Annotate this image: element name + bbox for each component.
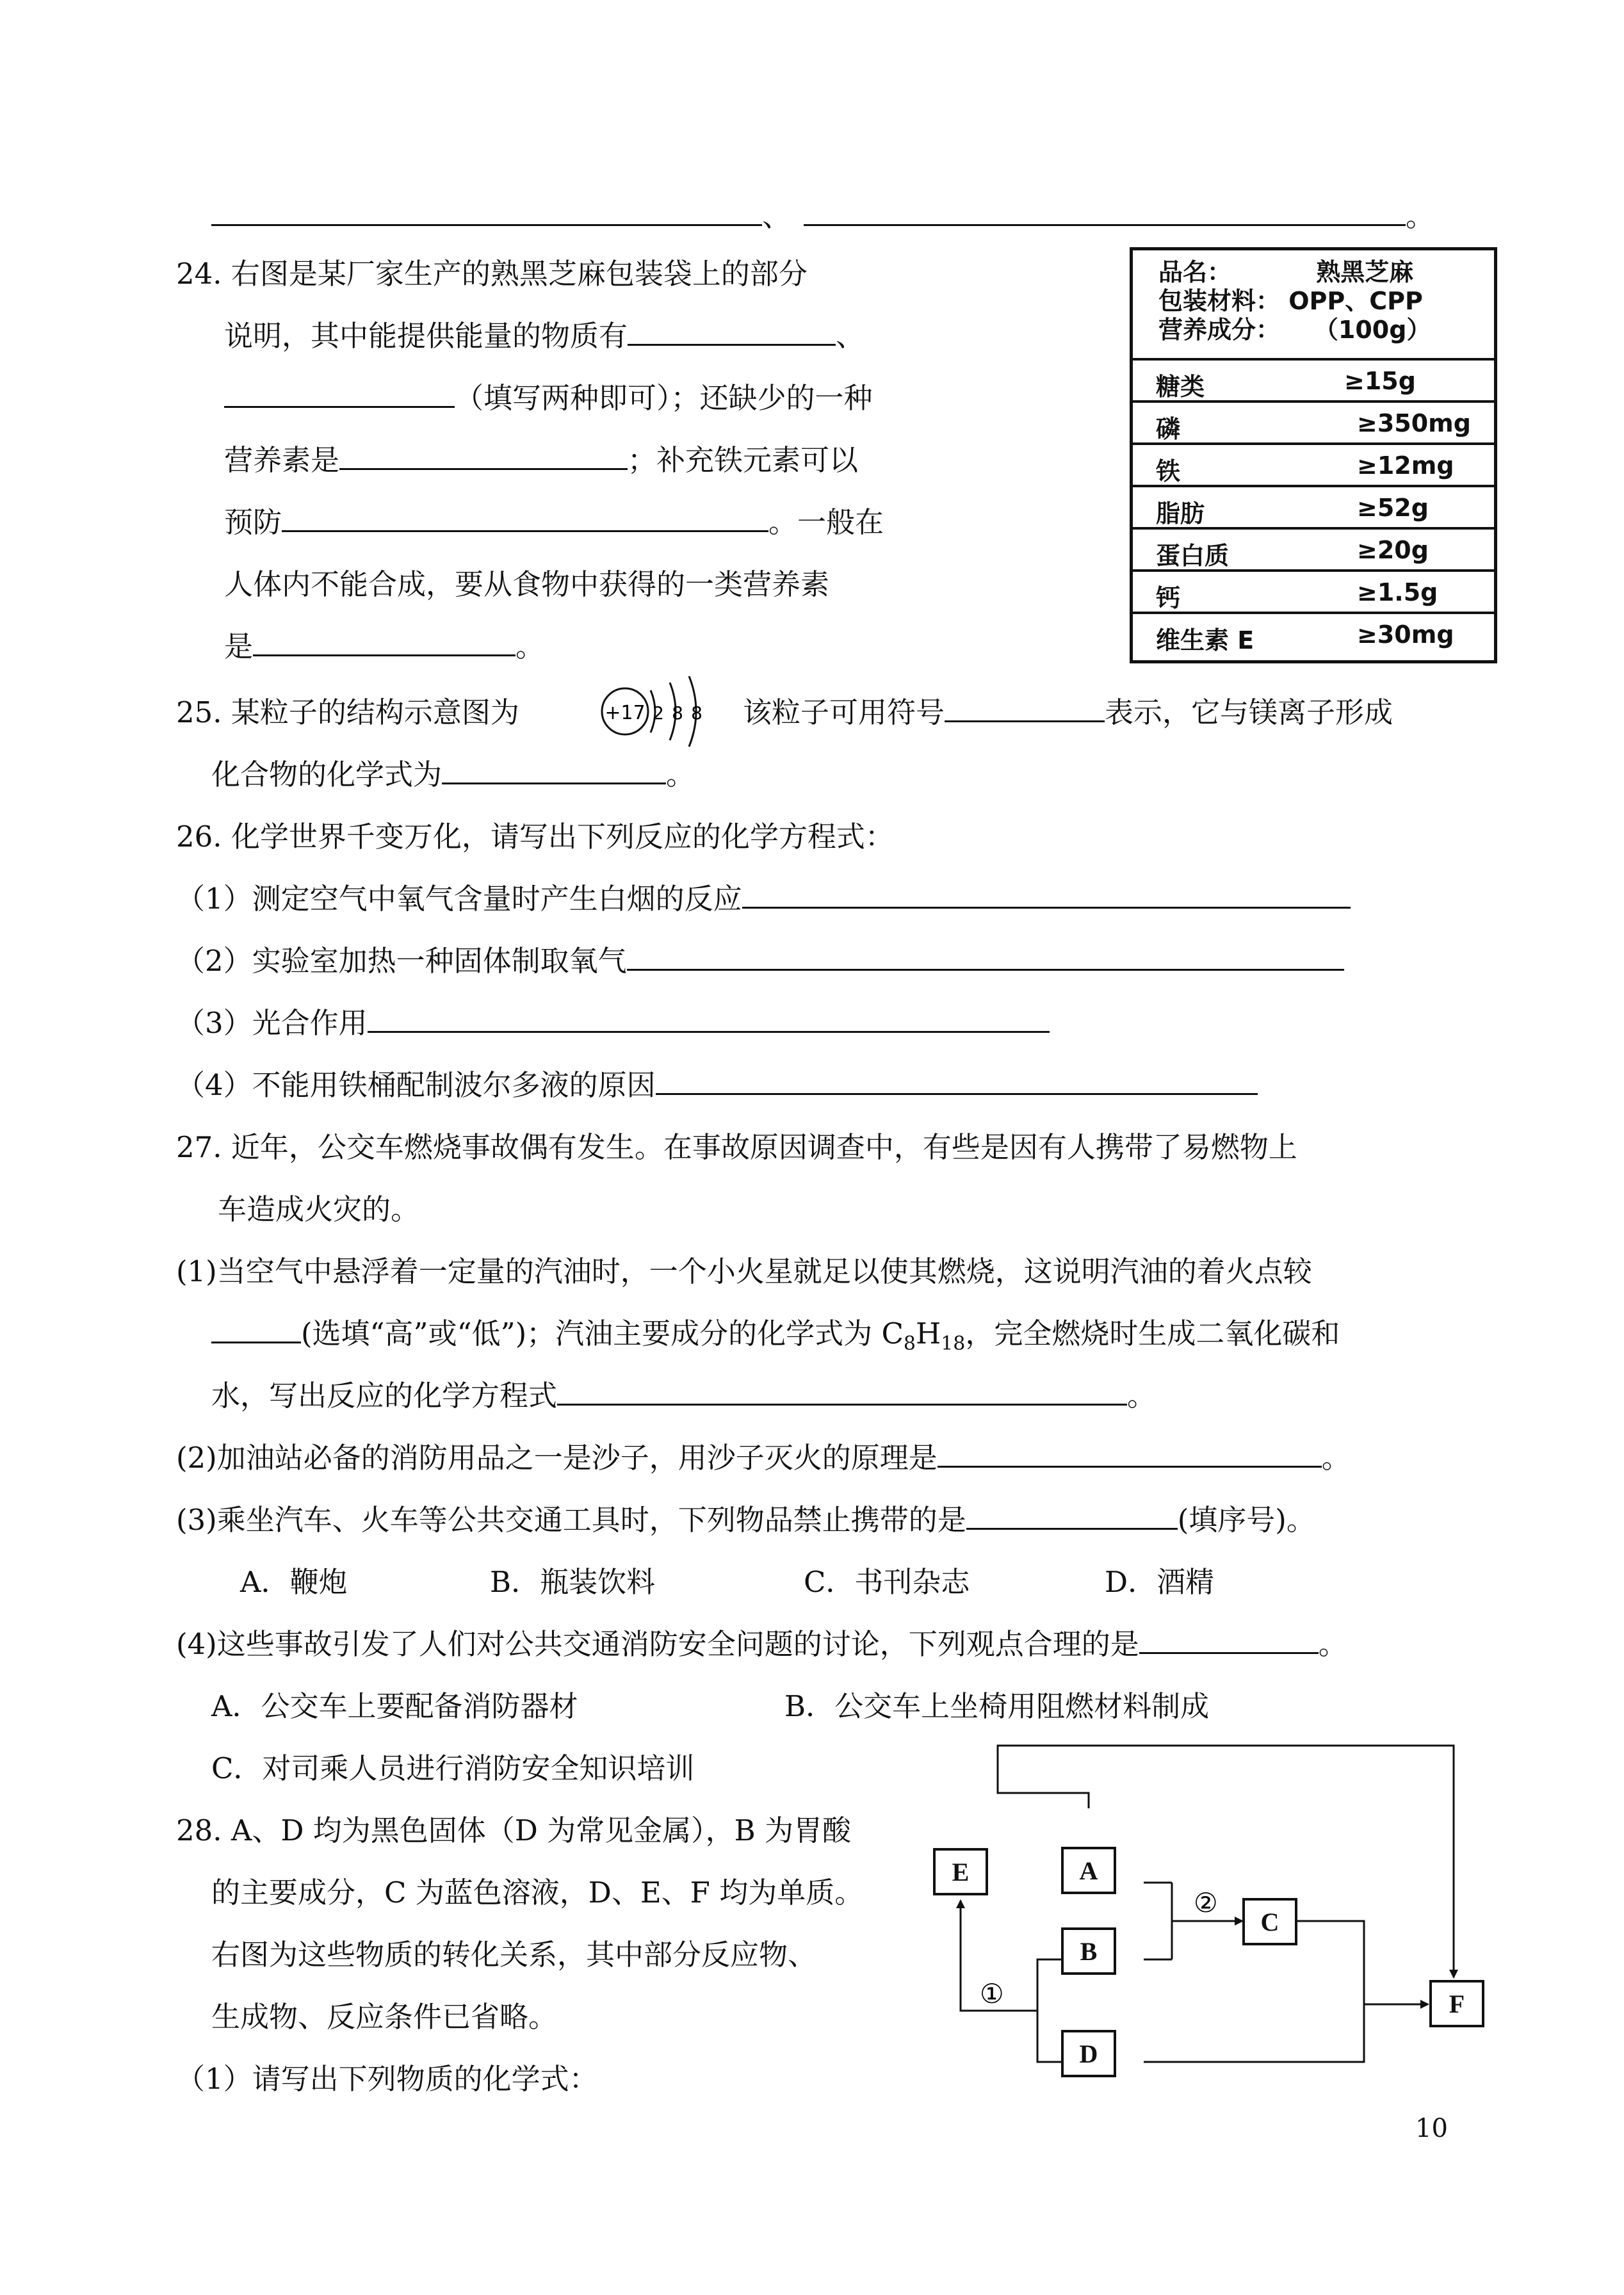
- flow-box-e: E: [933, 1848, 988, 1895]
- blank[interactable]: [211, 1316, 301, 1343]
- q28-line2: 的主要成分，C 为蓝色溶液，D、E、F 均为单质。: [211, 1876, 864, 1910]
- blank[interactable]: [442, 757, 666, 784]
- blank[interactable]: [627, 943, 1344, 971]
- label-row: 糖类 ≥15g: [1133, 358, 1494, 400]
- blank[interactable]: [628, 318, 836, 346]
- q27-p3-option: B．瓶装饮料: [490, 1565, 656, 1599]
- blank[interactable]: [368, 1005, 1050, 1033]
- q26-item4: （4）不能用铁桶配制波尔多液的原因: [176, 1067, 1258, 1103]
- blank[interactable]: [211, 199, 762, 226]
- q24-line1: 24. 右图是某厂家生产的熟黑芝麻包装袋上的部分: [176, 257, 808, 291]
- blank[interactable]: [938, 1440, 1322, 1468]
- q24-line3: （填写两种即可）；还缺少的一种: [224, 380, 873, 416]
- label-row: 钙 ≥1.5g: [1133, 569, 1494, 612]
- blank[interactable]: [1139, 1626, 1319, 1654]
- page-number: 10: [1415, 2114, 1448, 2143]
- blank[interactable]: [945, 695, 1105, 722]
- q26-item1: （1）测定空气中氧气含量时产生白烟的反应: [176, 881, 1351, 917]
- label-row: 维生素 E ≥30mg: [1133, 612, 1494, 654]
- flow-box-a: A: [1061, 1847, 1116, 1894]
- q24-line7: 是 。: [224, 629, 545, 663]
- flow-box-f: F: [1429, 1980, 1484, 2027]
- q24-line4: 营养素是 ；补充铁元素可以: [224, 443, 859, 477]
- q24-line5: 预防 。一般在: [224, 505, 884, 539]
- flow-box-d: D: [1061, 2030, 1116, 2077]
- flowchart-lines: [922, 1735, 1511, 2094]
- nutrition-label: [1130, 247, 1497, 663]
- blank[interactable]: [804, 199, 1406, 226]
- blank[interactable]: [557, 1378, 1127, 1406]
- q27-line1: 27. 近年，公交车燃烧事故偶有发生。在事故原因调查中，有些是因有人携带了易燃物上: [176, 1130, 1297, 1164]
- q27-p4: (4)这些事故引发了人们对公共交通消防安全问题的讨论，下列观点合理的是 。: [176, 1627, 1347, 1661]
- blank[interactable]: [742, 881, 1351, 909]
- q27-p3: (3)乘坐汽车、火车等公共交通工具时，下列物品禁止携带的是 (填序号)。: [176, 1503, 1315, 1537]
- q28-line1: 28. A、D 均为黑色固体（D 为常见金属），B 为胃酸: [176, 1813, 852, 1847]
- q25-line2: 化合物的化学式为 。: [211, 758, 695, 791]
- top-answer-line: 、 。: [211, 199, 1434, 234]
- blank[interactable]: [339, 442, 628, 470]
- q27-p4-option: C．对司乘人员进行消防安全知识培训: [211, 1751, 695, 1785]
- q24-line2: 说明，其中能提供能量的物质有 、: [224, 319, 865, 353]
- q27-p4-option: B．公交车上坐椅用阻燃材料制成: [784, 1689, 1210, 1723]
- blank[interactable]: [966, 1502, 1178, 1530]
- q27-p3-option: C．书刊杂志: [804, 1565, 970, 1599]
- reaction-mark-1: ①: [980, 1978, 1004, 2009]
- q28-line4: 生成物、反应条件已省略。: [211, 2000, 558, 2034]
- label-row: 脂肪 ≥52g: [1133, 485, 1494, 527]
- blank[interactable]: [656, 1067, 1258, 1095]
- reaction-mark-2: ②: [1194, 1887, 1218, 1918]
- q27-p1-line3: 水，写出反应的化学方程式 。: [211, 1379, 1157, 1413]
- label-row: 蛋白质 ≥20g: [1133, 527, 1494, 569]
- nucleus-charge: +17: [605, 702, 646, 724]
- q27-line2: 车造成火灾的。: [218, 1192, 420, 1226]
- q26-title: 26. 化学世界千变万化，请写出下列反应的化学方程式：: [176, 820, 894, 854]
- q28-line3: 右图为这些物质的转化关系，其中部分反应物、: [211, 1938, 817, 1972]
- q27-p1-line1: (1)当空气中悬浮着一定量的汽油时，一个小火星就足以使其燃烧，这说明汽油的着火点较: [176, 1254, 1312, 1288]
- q26-item3: （3）光合作用: [176, 1005, 1050, 1041]
- label-row: 铁 ≥12mg: [1133, 442, 1494, 485]
- q27-p3-option: D．酒精: [1105, 1565, 1215, 1599]
- q28-line5: （1）请写出下列物质的化学式：: [176, 2062, 598, 2096]
- q27-p4-option: A．公交车上要配备消防器材: [211, 1689, 578, 1723]
- q26-item2: （2）实验室加热一种固体制取氧气: [176, 943, 1344, 979]
- label-row: 磷 ≥350mg: [1133, 400, 1494, 442]
- blank[interactable]: [253, 629, 516, 656]
- shell-count: 8: [691, 702, 702, 724]
- q27-p2: (2)加油站必备的消防用品之一是沙子，用沙子灭火的原理是 。: [176, 1441, 1351, 1475]
- shell-count: 8: [672, 702, 683, 724]
- q25-prefix: 25. 某粒子的结构示意图为: [176, 695, 519, 729]
- q27-p3-option: A．鞭炮: [240, 1565, 348, 1599]
- q27-p1-line2: (选填“高”或“低”)；汽油主要成分的化学式为 $C_8H_{18}$，完全燃烧时生成二氧化碳和: [211, 1316, 1340, 1362]
- atom-structure-diagram: [594, 672, 722, 749]
- blank[interactable]: [282, 505, 768, 532]
- label-header: 品名： 熟黑芝麻 包装材料： OPP、CPP 营养成分： （100g）: [1158, 258, 1431, 344]
- blank[interactable]: [224, 380, 455, 408]
- q25-rest: 该粒子可用符号 表示，它与镁离子形成: [743, 695, 1393, 729]
- shell-count: 2: [653, 702, 664, 724]
- flow-box-c: C: [1242, 1898, 1297, 1945]
- flow-box-b: B: [1061, 1927, 1116, 1975]
- q24-line6: 人体内不能合成，要从食物中获得的一类营养素: [224, 567, 830, 601]
